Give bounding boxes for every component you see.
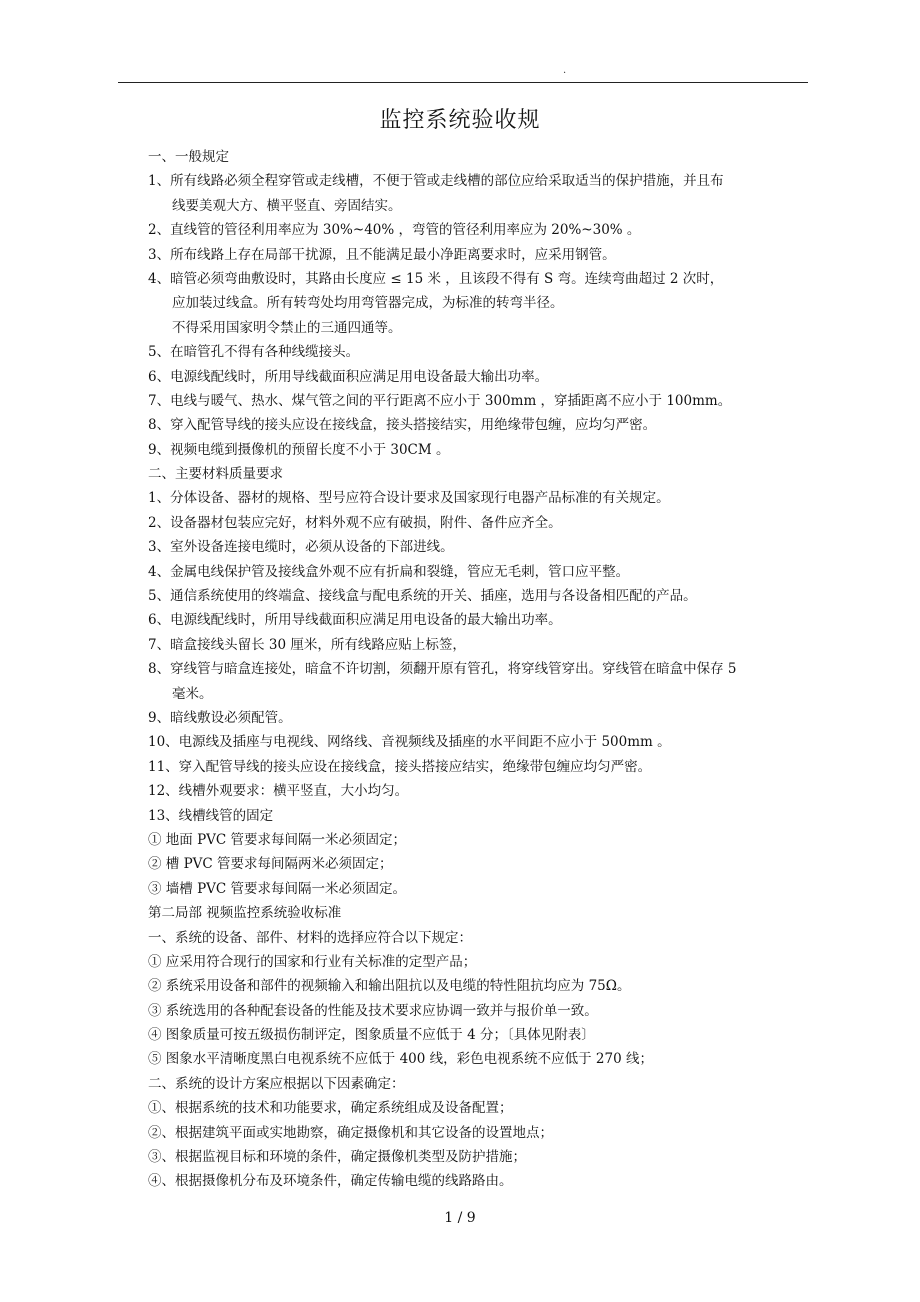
text-line: 5、通信系统使用的终端盒、接线盒与配电系统的开关、插座，选用与各设备相匹配的产品。 [148,588,697,605]
text-line: 不得采用国家明令禁止的三通四通等。 [172,319,402,336]
page-number: 1 / 9 [444,1210,476,1226]
text-line: 线要美观大方、横平竖直、旁固结实。 [172,197,402,214]
text-line: 3、所布线路上存在局部干扰源，且不能满足最小净距离要求时，应采用钢管。 [148,246,616,263]
text-line: 7、暗盒接线头留长 30 厘米，所有线路应贴上标签， [148,636,466,653]
text-line: 5、在暗管孔不得有各种线缆接头。 [148,344,360,361]
text-line: ① 应采用符合现行的国家和行业有关标准的定型产品； [148,953,477,970]
text-line: ②、根据建筑平面或实地勘察，确定摄像机和其它设备的设置地点； [148,1124,553,1141]
header-rule [118,82,808,83]
text-line: 一、系统的设备、部件、材料的选择应符合以下规定： [148,929,472,946]
text-line: 1、所有线路必须全程穿管或走线槽，不便于管或走线槽的部位应给采取适当的保护措施，并且布 [148,173,724,190]
text-line: 应加装过线盒。所有转弯处均用弯管器完成，为标准的转弯半径。 [172,295,564,312]
text-line: 毫米。 [172,685,213,702]
text-line: 7、电线与暖气、热水、煤气管之间的平行距离不应小于 300mm ，穿插距离不应小于 100mm。 [148,392,732,409]
text-line: 第二局部 视频监控系统验收标准 [148,905,342,922]
header-dot: . [563,65,567,76]
text-line: 3、室外设备连接电缆时，必须从设备的下部进线。 [148,539,454,556]
text-line: ①、根据系统的技术和功能要求，确定系统组成及设备配置； [148,1100,513,1117]
text-line: 6、电源线配线时，所用导线截面积应满足用电设备最大输出功率。 [148,368,549,385]
document-title: 监控系统验收规 [379,108,541,133]
text-line: 2、设备器材包装应完好，材料外观不应有破损，附件、备件应齐全。 [148,514,562,531]
text-line: 12、线槽外观要求：横平竖直，大小均匀。 [148,783,409,800]
text-line: ① 地面 PVC 管要求每间隔一米必须固定； [148,831,407,848]
text-line: 13、线槽线管的固定 [148,807,274,824]
text-line: 11、穿入配管导线的接头应设在接线盒，接头搭接应结实，绝缘带包缠应均匀严密。 [148,758,652,775]
text-line: 10、电源线及插座与电视线、网络线、音视频线及插座的水平间距不应小于 500mm 。 [148,734,671,751]
text-line: ② 系统采用设备和部件的视频输入和输出阻抗以及电缆的特性阻抗均应为 75Ω。 [148,978,631,995]
text-line: 9、视频电缆到摄像机的预留长度不小于 30CM 。 [148,441,450,458]
text-line: 9、暗线敷设必须配管。 [148,709,292,726]
text-line: ④、根据摄像机分布及环境条件，确定传输电缆的线路路由。 [148,1173,513,1190]
text-line: 8、穿入配管导线的接头应设在接线盒，接头搭接结实，用绝缘带包缠，应均匀严密。 [148,417,657,434]
text-line: 4、暗管必须弯曲敷设时，其路由长度应 ≤ 15 米 ，且该段不得有 S 弯。连续弯曲超过 2 次时， [148,270,724,287]
text-line: 6、电源线配线时，所用导线截面积应满足用电设备的最大输出功率。 [148,612,562,629]
text-line: 8、穿线管与暗盒连接处，暗盒不许切割，须翻开原有管孔，将穿线管穿出。穿线管在暗盒中保存 5 [148,661,737,678]
text-line: 二、主要材料质量要求 [148,466,283,483]
text-line: 二、系统的设计方案应根据以下因素确定： [148,1075,405,1092]
text-line: 一、一般规定 [148,149,229,165]
text-line: ⑤ 图象水平清晰度黑白电视系统不应低于 400 线，彩色电视系统不应低于 270 线； [148,1051,653,1068]
text-line: ③、根据监视目标和环境的条件，确定摄像机类型及防护措施； [148,1149,526,1166]
text-line: ② 槽 PVC 管要求每间隔两米必须固定； [148,856,393,873]
text-line: 4、金属电线保护管及接线盒外观不应有折扁和裂缝，管应无毛刺，管口应平整。 [148,563,630,580]
text-line: ③ 系统选用的各种配套设备的性能及技术要求应协调一致并与报价单一致。 [148,1002,598,1019]
text-line: ③ 墙槽 PVC 管要求每间隔一米必须固定。 [148,880,407,897]
document-body [148,145,808,1194]
text-line: ④ 图象质量可按五级损伤制评定，图象质量不应低于 4 分；〔具体见附表〕 [148,1027,595,1044]
text-line: 2、直线管的管径利用率应为 30%~40% ，弯管的管径利用率应为 20%~30% 。 [148,222,641,239]
text-line: 1、分体设备、器材的规格、型号应符合设计要求及国家现行电器产品标准的有关规定。 [148,490,670,507]
